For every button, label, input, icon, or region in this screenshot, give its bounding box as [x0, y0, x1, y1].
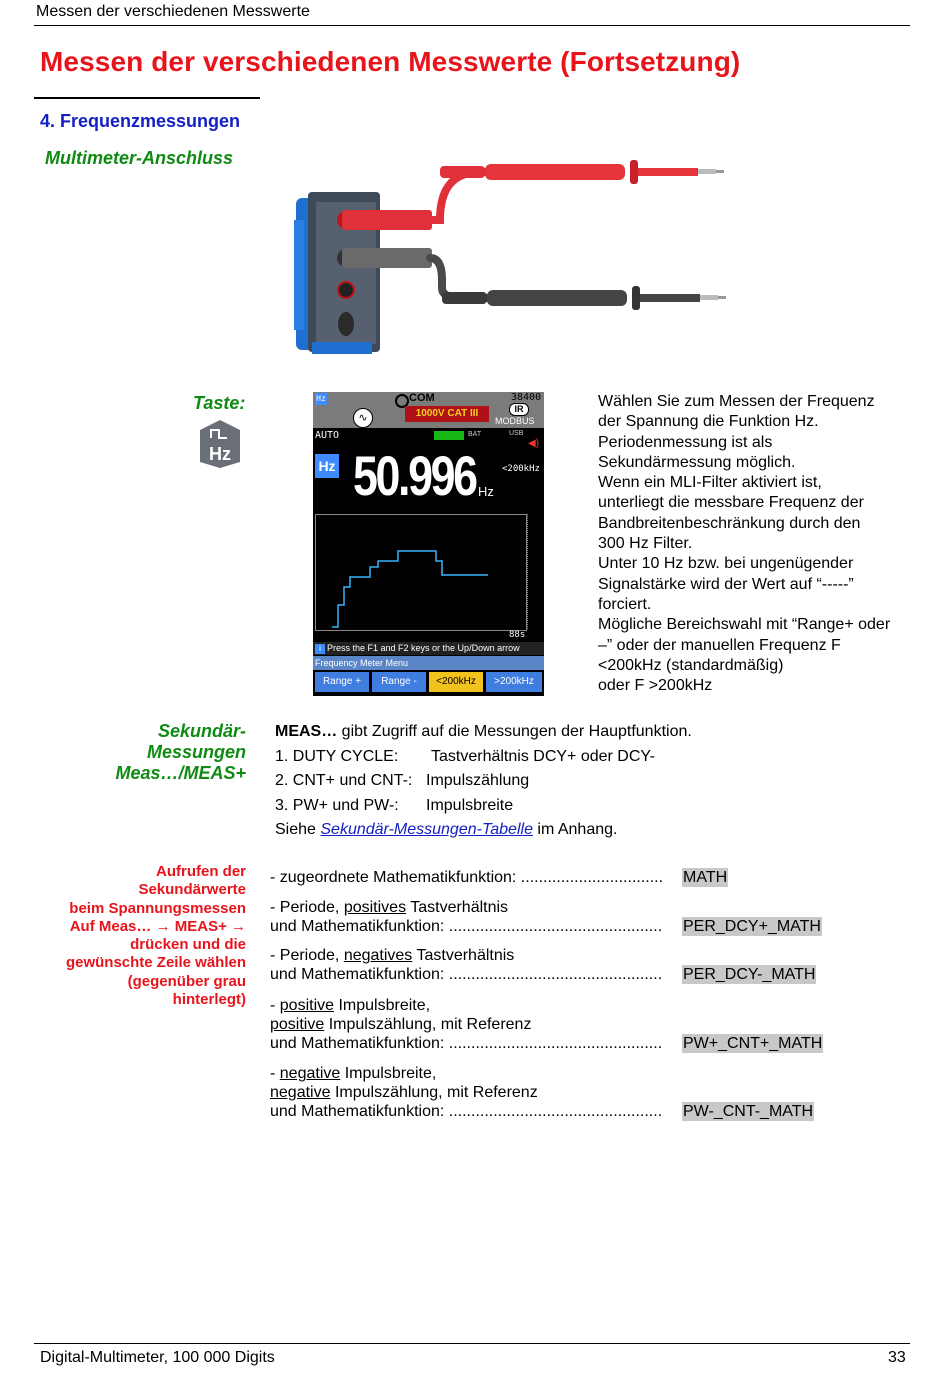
math-underlined: positive — [270, 1016, 325, 1033]
see-prefix: Siehe — [275, 821, 321, 838]
math-underlined: positives — [343, 899, 407, 916]
math-text: Tastverhältnis — [406, 899, 509, 916]
meas-item-desc: Impulszählung — [426, 772, 530, 789]
math-code: PER_DCY+_MATH — [683, 918, 821, 935]
desc-line: oder F >200kHz — [598, 677, 713, 695]
call-label-line: drücken und die — [130, 936, 246, 954]
math-underlined: negative — [279, 1065, 341, 1082]
mode-badge: Hz — [315, 454, 339, 478]
see-suffix: im Anhang. — [532, 821, 618, 838]
desc-line: <200kHz (standardmäßig) — [598, 656, 784, 674]
footer-rule — [34, 1343, 910, 1344]
call-label-line: Sekundärwerte — [138, 881, 246, 899]
desc-line: –” oder der manuellen Frequenz F — [598, 636, 841, 654]
unit-label: Hz — [478, 484, 494, 499]
meas-item-name: 3. PW+ und PW-: — [275, 796, 399, 814]
desc-line: forciert. — [598, 595, 652, 613]
math-code: MATH — [683, 869, 728, 886]
desc-line: Bandbreitenbeschränkung durch den — [598, 514, 861, 532]
math-text: Impulszählung, mit Referenz — [324, 1016, 532, 1033]
meas-item-desc: Impulsbreite — [426, 796, 514, 814]
connection-label: Multimeter-Anschluss — [45, 148, 234, 168]
math-text: - — [270, 997, 280, 1014]
desc-line: der Spannung die Funktion Hz. — [598, 413, 819, 431]
call-label-line: hinterlegt) — [172, 991, 246, 1009]
speaker-icon: ◀) — [528, 438, 540, 449]
secondary-label — [60, 721, 246, 784]
desc-line: 300 Hz Filter. — [598, 535, 693, 553]
secondary-label-line: Messungen — [146, 742, 246, 762]
softkey-above-200khz[interactable]: >200kHz — [486, 672, 542, 692]
range-label: <200kHz — [502, 464, 540, 474]
call-label-line: Auf Meas… → MEAS+ → — [69, 917, 246, 935]
math-line: - zugeordnete Mathematikfunktion: ................................ — [270, 869, 664, 886]
header-rule — [34, 25, 910, 26]
function-description — [598, 392, 928, 696]
info-text: Press the F1 and F2 keys or the Up/Down arrow — [327, 643, 520, 653]
math-entry-4 — [270, 996, 823, 1053]
usb-label: USB — [509, 430, 524, 437]
math-text: Impulsbreite, — [340, 1065, 437, 1082]
softkey-range-minus[interactable]: Range - — [372, 672, 426, 692]
desc-line: Periodenmessung ist als — [598, 433, 773, 451]
hz-tag: Hz — [316, 394, 326, 403]
waveform-plot — [315, 514, 527, 631]
meas-item-desc: Tastverhältnis DCY+ oder DCY- — [431, 747, 655, 765]
call-secondary-label — [40, 863, 246, 1009]
meas-intro: gibt Zugriff auf die Messungen der Hauptfunktion. — [337, 723, 692, 740]
waveform-trace — [316, 515, 526, 630]
call-label-line: (gegenüber grau — [127, 972, 246, 990]
page-number: 33 — [888, 1349, 906, 1366]
math-line: und Mathematikfunktion: ................................................ — [270, 918, 663, 935]
math-line: und Mathematikfunktion: ................................................ — [270, 1035, 663, 1052]
desc-line: Wenn ein MLI-Filter aktiviert ist, — [598, 474, 822, 492]
running-header: Messen der verschiedenen Messwerte — [36, 3, 310, 20]
math-code: PER_DCY-_MATH — [683, 966, 816, 983]
page-title: Messen der verschiedenen Messwerte (Fortsetzung) — [40, 46, 741, 77]
math-text: Impulsbreite, — [334, 997, 431, 1014]
meas-item-name: 1. DUTY CYCLE: — [275, 747, 399, 765]
math-underlined: negatives — [343, 947, 413, 964]
meter-screen — [313, 392, 544, 696]
math-text: Impulszählung, mit Referenz — [330, 1084, 538, 1101]
meas-item-name: 2. CNT+ und CNT-: — [275, 772, 413, 789]
counter: 38400 — [511, 392, 542, 403]
math-code: PW+_CNT+_MATH — [683, 1035, 823, 1052]
secondary-measurements — [275, 720, 692, 843]
softkey-range-plus[interactable]: Range + — [315, 672, 369, 692]
auto-label: AUTO — [315, 430, 340, 441]
multimeter-probe-illustration — [290, 160, 730, 360]
time-label: 88s — [509, 630, 526, 640]
math-entry-3 — [270, 946, 816, 984]
meas-keyword: MEAS… — [275, 723, 338, 740]
math-text: Tastverhältnis — [412, 947, 515, 964]
desc-line: Signalstärke wird der Wert auf “-----” — [598, 575, 854, 593]
sine-icon: ∿ — [353, 408, 373, 428]
bat-label: BAT — [468, 431, 482, 438]
secondary-label-line: Meas…/MEAS+ — [115, 763, 246, 783]
hz-key-icon[interactable] — [196, 418, 244, 470]
menu-title: Frequency Meter Menu — [313, 656, 544, 670]
desc-line: unterliegt die messbare Frequenz der — [598, 494, 864, 512]
com-label: COM — [409, 392, 435, 404]
math-line: und Mathematikfunktion: ................................................ — [270, 1103, 663, 1120]
math-code: PW-_CNT-_MATH — [683, 1103, 814, 1120]
math-entry-5 — [270, 1064, 814, 1121]
math-text: - Periode, — [270, 947, 344, 964]
secondary-table-link[interactable]: Sekundär-Messungen-Tabelle — [320, 821, 533, 838]
math-underlined: positive — [279, 997, 335, 1014]
math-text: - Periode, — [270, 899, 344, 916]
softkey-below-200khz[interactable]: <200kHz — [429, 672, 483, 692]
desc-line: Mögliche Bereichswahl mit “Range+ oder — [598, 616, 891, 634]
section-heading: 4. Frequenzmessungen — [40, 111, 241, 131]
call-label-line: beim Spannungsmessen — [69, 899, 246, 917]
math-line: und Mathematikfunktion: ................................................ — [270, 966, 663, 983]
math-underlined: negative — [270, 1084, 331, 1101]
desc-line: Sekundärmessung möglich. — [598, 453, 796, 471]
math-entry-2 — [270, 898, 821, 936]
math-text: - — [270, 1065, 280, 1082]
cat-badge: 1000V CAT III — [405, 406, 489, 422]
math-entry-1 — [270, 868, 728, 887]
main-reading: 50.996 — [353, 444, 476, 507]
desc-line: Unter 10 Hz bzw. bei ungenügender — [598, 555, 854, 573]
info-icon: i — [315, 644, 325, 654]
call-label-line: gewünschte Zeile wählen — [65, 954, 246, 972]
key-label: Taste: — [193, 393, 246, 413]
info-bar — [313, 642, 544, 655]
svg-text:Hz: Hz — [209, 444, 231, 464]
battery-icon — [434, 431, 464, 440]
desc-line: Wählen Sie zum Messen der Frequenz — [598, 393, 875, 410]
footer-title: Digital-Multimeter, 100 000 Digits — [40, 1349, 275, 1366]
call-label-line: Aufrufen der — [156, 863, 246, 880]
secondary-label-line: Sekundär- — [157, 721, 246, 741]
ir-badge: IR — [509, 403, 529, 416]
modbus-label: MODBUS — [495, 416, 535, 426]
plot-scale — [527, 514, 542, 629]
title-rule — [34, 97, 260, 99]
